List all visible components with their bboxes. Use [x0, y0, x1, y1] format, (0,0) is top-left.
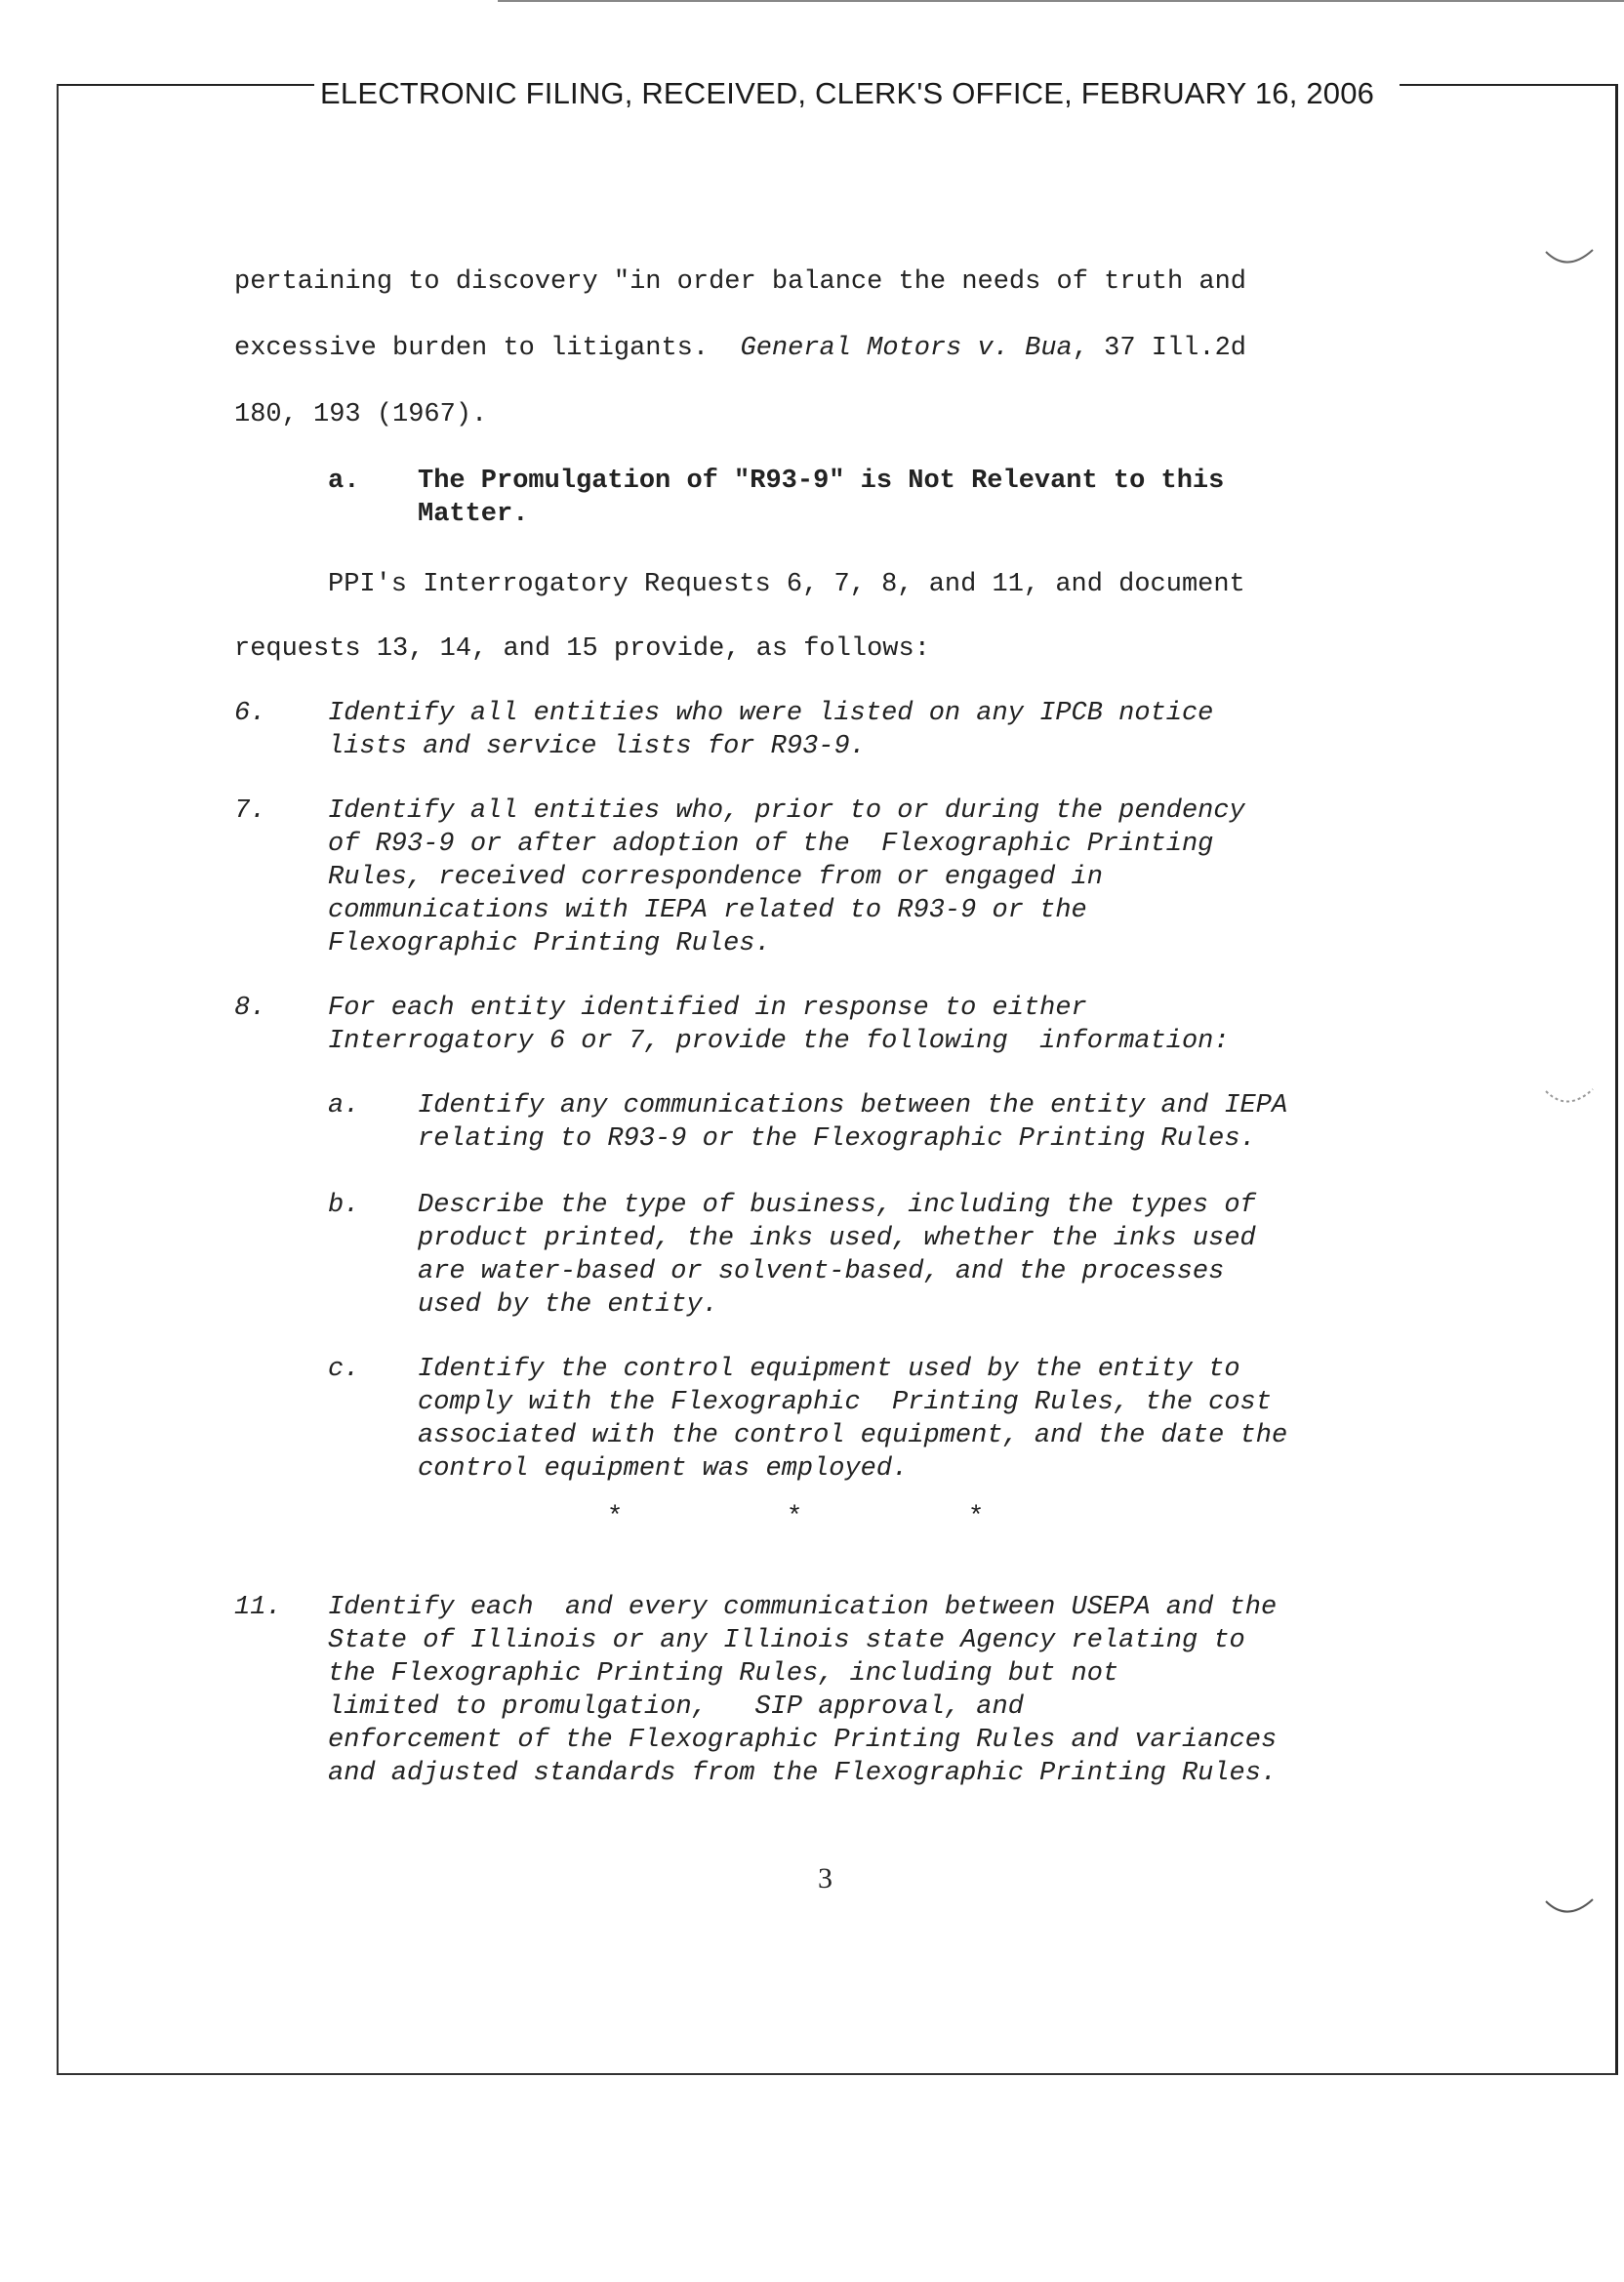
interrogatory-line: of R93-9 or after adoption of the Flexographic Printing: [328, 830, 1214, 859]
interrogatory-line: and adjusted standards from the Flexographic Printing Rules.: [328, 1759, 1278, 1788]
separator-star: *: [968, 1503, 985, 1532]
subpart-label: b.: [328, 1191, 360, 1220]
subpart-line: Identify the control equipment used by the entity to: [418, 1355, 1240, 1384]
section-title-line-1: The Promulgation of "R93-9" is Not Relevant to this: [418, 467, 1225, 496]
interrogatory-line: communications with IEPA related to R93-9 or the: [328, 896, 1087, 925]
interrogatory-number: 6.: [234, 699, 266, 728]
interrogatory-line: State of Illinois or any Illinois state Agency relating to: [328, 1626, 1245, 1655]
interrogatory-number: 11.: [234, 1593, 282, 1622]
interrogatory-line: limited to promulgation, SIP approval, and: [328, 1692, 1024, 1722]
separator-star: *: [607, 1503, 624, 1532]
section-title-line-2: Matter.: [418, 500, 529, 529]
intro-line-2-text: excessive burden to litigants.: [234, 334, 710, 363]
interrogatory-line: lists and service lists for R93-9.: [328, 732, 866, 761]
interrogatory-line: Flexographic Printing Rules.: [328, 929, 771, 958]
subpart-line: Describe the type of business, including the types of: [418, 1191, 1256, 1220]
interrogatory-line: Identify each and every communication between USEPA and the: [328, 1593, 1278, 1622]
subpart-line: control equipment was employed.: [418, 1454, 909, 1484]
paragraph-line-1: PPI's Interrogatory Requests 6, 7, 8, and 11, and document: [328, 570, 1245, 599]
scan-mark-icon: [1542, 1083, 1601, 1132]
interrogatory-line: Interrogatory 6 or 7, provide the following information:: [328, 1027, 1230, 1056]
interrogatory-line: For each entity identified in response to either: [328, 994, 1087, 1023]
interrogatory-number: 7.: [234, 796, 266, 826]
scan-mark-icon: [1542, 1894, 1601, 1942]
intro-line-2: [234, 334, 1246, 363]
interrogatory-line: enforcement of the Flexographic Printing Rules and variances: [328, 1726, 1278, 1755]
page-number: 3: [818, 1862, 832, 1895]
reporter-citation: , 37 Ill.2d: [1072, 334, 1246, 363]
filing-stamp-header: ELECTRONIC FILING, RECEIVED, CLERK'S OFFICE, FEBRUARY 16, 2006: [314, 76, 1400, 111]
interrogatory-line: Identify all entities who, prior to or during the pendency: [328, 796, 1245, 826]
subpart-label: a.: [328, 1091, 360, 1121]
section-label: a.: [328, 467, 360, 496]
subpart-line: product printed, the inks used, whether the inks used: [418, 1224, 1256, 1253]
subpart-line: relating to R93-9 or the Flexographic Printing Rules.: [418, 1124, 1256, 1154]
subpart-label: c.: [328, 1355, 360, 1384]
scan-edge-line: [498, 0, 1624, 2]
case-citation: General Motors v. Bua: [740, 334, 1073, 363]
paragraph-line-2: requests 13, 14, and 15 provide, as follows:: [234, 634, 930, 664]
subpart-line: associated with the control equipment, and the date the: [418, 1421, 1288, 1450]
subpart-line: comply with the Flexographic Printing Rules, the cost: [418, 1388, 1272, 1417]
interrogatory-number: 8.: [234, 994, 266, 1023]
interrogatory-line: Rules, received correspondence from or engaged in: [328, 863, 1103, 892]
separator-star: *: [787, 1503, 803, 1532]
intro-line-3: 180, 193 (1967).: [234, 400, 488, 429]
intro-line-1: pertaining to discovery "in order balance the needs of truth and: [234, 267, 1246, 297]
scan-mark-icon: [1542, 244, 1601, 293]
interrogatory-line: Identify all entities who were listed on any IPCB notice: [328, 699, 1214, 728]
interrogatory-line: the Flexographic Printing Rules, including but not: [328, 1659, 1119, 1689]
subpart-line: used by the entity.: [418, 1290, 718, 1320]
subpart-line: Identify any communications between the entity and IEPA: [418, 1091, 1288, 1121]
subpart-line: are water-based or solvent-based, and the processes: [418, 1257, 1225, 1286]
